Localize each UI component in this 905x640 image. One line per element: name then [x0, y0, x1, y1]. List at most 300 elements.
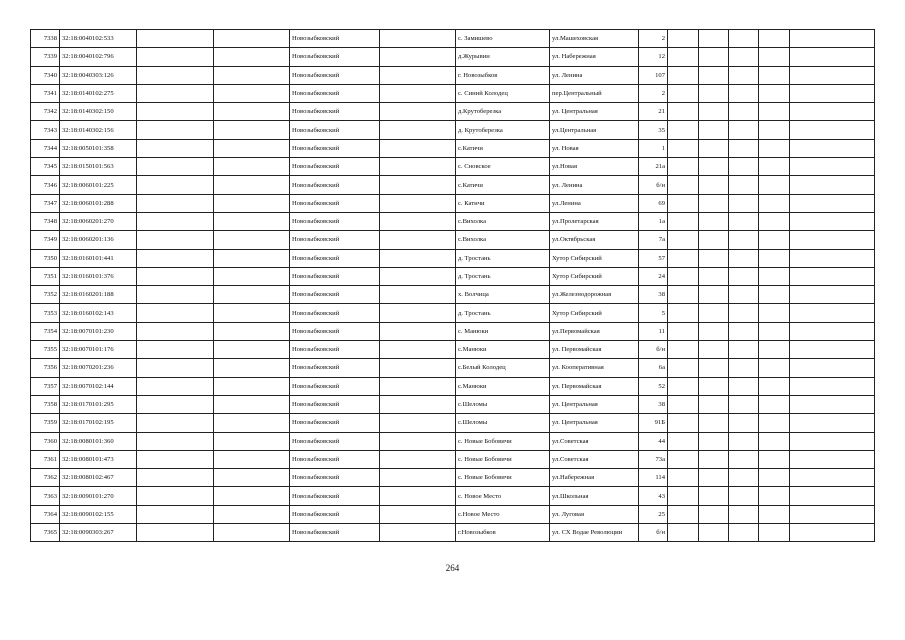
cell-settlement: д.Крутоберезка: [456, 103, 550, 121]
table-row: [31, 66, 875, 84]
cell-empty: [729, 66, 759, 84]
cell-empty: [699, 286, 729, 304]
cell-house-number: 24: [639, 267, 668, 285]
cell-empty: [790, 450, 875, 468]
cell-empty: [729, 212, 759, 230]
cell-empty: [729, 322, 759, 340]
cell-empty: [699, 524, 729, 542]
cell-empty: [137, 395, 214, 413]
cell-empty: [380, 450, 456, 468]
registry-table-body: [31, 30, 875, 542]
cell-empty: [790, 469, 875, 487]
cell-cadastral-number: 32:18:0070101:176: [60, 341, 137, 359]
cell-empty: [214, 267, 290, 285]
cell-district: Новозыбковский: [290, 432, 380, 450]
cell-record-number: 7358: [31, 395, 60, 413]
cell-record-number: 7357: [31, 377, 60, 395]
cell-empty: [699, 249, 729, 267]
cell-empty: [729, 505, 759, 523]
cell-empty: [668, 505, 699, 523]
cell-district: Новозыбковский: [290, 84, 380, 102]
cell-empty: [668, 84, 699, 102]
cell-house-number: 7а: [639, 231, 668, 249]
cell-district: Новозыбковский: [290, 341, 380, 359]
cell-record-number: 7348: [31, 212, 60, 230]
cell-empty: [790, 249, 875, 267]
cell-empty: [380, 249, 456, 267]
cell-record-number: 7356: [31, 359, 60, 377]
cell-settlement: с. Манюки: [456, 322, 550, 340]
cell-empty: [137, 158, 214, 176]
cell-empty: [668, 158, 699, 176]
cell-empty: [668, 48, 699, 66]
cell-empty: [729, 469, 759, 487]
cell-empty: [668, 304, 699, 322]
cell-empty: [759, 30, 790, 48]
cell-cadastral-number: 32:18:0080101:360: [60, 432, 137, 450]
cell-empty: [759, 432, 790, 450]
cell-cadastral-number: 32:18:0090102:155: [60, 505, 137, 523]
cell-empty: [729, 341, 759, 359]
cell-empty: [790, 66, 875, 84]
cell-empty: [380, 48, 456, 66]
cell-district: Новозыбковский: [290, 121, 380, 139]
cell-record-number: 7339: [31, 48, 60, 66]
cell-empty: [137, 286, 214, 304]
cell-cadastral-number: 32:18:0150101:563: [60, 158, 137, 176]
cell-street: Хутор Сибирский: [550, 267, 639, 285]
cell-empty: [729, 524, 759, 542]
cell-house-number: 21: [639, 103, 668, 121]
cell-house-number: 73а: [639, 450, 668, 468]
cell-settlement: с.Вихолка: [456, 231, 550, 249]
cell-cadastral-number: 32:18:0090101:270: [60, 487, 137, 505]
cell-empty: [729, 103, 759, 121]
cell-empty: [214, 395, 290, 413]
cell-empty: [729, 48, 759, 66]
cell-empty: [729, 377, 759, 395]
cell-district: Новозыбковский: [290, 212, 380, 230]
cell-empty: [668, 395, 699, 413]
cell-district: Новозыбковский: [290, 66, 380, 84]
cell-street: ул.Железнодорожная: [550, 286, 639, 304]
cell-empty: [137, 30, 214, 48]
cell-street: ул. Центральная: [550, 103, 639, 121]
table-row: [31, 322, 875, 340]
cell-record-number: 7340: [31, 66, 60, 84]
cell-settlement: д. Тростань: [456, 249, 550, 267]
cell-street: ул.Набережная: [550, 469, 639, 487]
cell-empty: [214, 377, 290, 395]
cell-empty: [729, 158, 759, 176]
cell-empty: [137, 377, 214, 395]
cell-empty: [668, 267, 699, 285]
cell-empty: [214, 469, 290, 487]
cell-empty: [137, 84, 214, 102]
cell-street: ул. Центральная: [550, 414, 639, 432]
cell-house-number: 11: [639, 322, 668, 340]
cell-empty: [790, 194, 875, 212]
cell-empty: [380, 395, 456, 413]
cell-empty: [759, 322, 790, 340]
cell-empty: [214, 176, 290, 194]
cell-district: Новозыбковский: [290, 414, 380, 432]
cell-empty: [699, 395, 729, 413]
cell-empty: [699, 66, 729, 84]
cell-empty: [137, 139, 214, 157]
cell-empty: [214, 249, 290, 267]
cell-empty: [729, 176, 759, 194]
table-row: [31, 267, 875, 285]
cell-district: Новозыбковский: [290, 249, 380, 267]
cell-cadastral-number: 32:18:0160101:441: [60, 249, 137, 267]
cell-cadastral-number: 32:18:0040303:126: [60, 66, 137, 84]
cell-house-number: 2: [639, 84, 668, 102]
cell-cadastral-number: 32:18:0060201:270: [60, 212, 137, 230]
cell-record-number: 7351: [31, 267, 60, 285]
cell-empty: [729, 487, 759, 505]
table-row: [31, 48, 875, 66]
cell-empty: [380, 30, 456, 48]
cell-empty: [137, 469, 214, 487]
cell-empty: [699, 341, 729, 359]
cell-street: ул. Первомайская: [550, 341, 639, 359]
cell-house-number: 52: [639, 377, 668, 395]
cell-empty: [137, 322, 214, 340]
cell-record-number: 7347: [31, 194, 60, 212]
cell-settlement: с. Новое Место: [456, 487, 550, 505]
cell-cadastral-number: 32:18:0050101:358: [60, 139, 137, 157]
cell-empty: [668, 121, 699, 139]
cell-empty: [759, 487, 790, 505]
cell-empty: [790, 103, 875, 121]
cell-empty: [137, 505, 214, 523]
cell-street: ул.Первомайская: [550, 322, 639, 340]
cell-empty: [790, 212, 875, 230]
cell-empty: [729, 249, 759, 267]
cell-street: ул.Ленина: [550, 194, 639, 212]
cell-empty: [214, 84, 290, 102]
registry-sheet: [30, 29, 875, 542]
cell-empty: [790, 286, 875, 304]
cell-street: ул.Машеховская: [550, 30, 639, 48]
cell-empty: [214, 121, 290, 139]
cell-empty: [668, 249, 699, 267]
cell-record-number: 7365: [31, 524, 60, 542]
cell-empty: [214, 450, 290, 468]
cell-district: Новозыбковский: [290, 267, 380, 285]
cell-empty: [380, 267, 456, 285]
cell-street: ул. Новая: [550, 139, 639, 157]
cell-house-number: б/н: [639, 176, 668, 194]
cell-house-number: 1: [639, 139, 668, 157]
cell-empty: [668, 524, 699, 542]
cell-empty: [699, 432, 729, 450]
cell-settlement: с.Шеломы: [456, 395, 550, 413]
cell-cadastral-number: 32:18:0070102:144: [60, 377, 137, 395]
cell-empty: [759, 66, 790, 84]
cell-empty: [668, 231, 699, 249]
cell-empty: [380, 487, 456, 505]
cell-empty: [790, 432, 875, 450]
cell-empty: [729, 231, 759, 249]
table-row: [31, 84, 875, 102]
cell-house-number: 69: [639, 194, 668, 212]
cell-empty: [790, 48, 875, 66]
cell-empty: [214, 524, 290, 542]
cell-cadastral-number: 32:18:0140302:150: [60, 103, 137, 121]
cell-cadastral-number: 32:18:0090303:267: [60, 524, 137, 542]
cell-settlement: с.Белый Колодец: [456, 359, 550, 377]
cell-empty: [729, 359, 759, 377]
table-row: [31, 176, 875, 194]
cell-empty: [137, 414, 214, 432]
cell-empty: [790, 139, 875, 157]
cell-empty: [380, 139, 456, 157]
cell-empty: [729, 139, 759, 157]
cell-empty: [729, 267, 759, 285]
cell-empty: [214, 66, 290, 84]
cell-empty: [759, 176, 790, 194]
cell-street: ул. Ленина: [550, 176, 639, 194]
cell-empty: [699, 30, 729, 48]
table-row: [31, 286, 875, 304]
cell-empty: [380, 414, 456, 432]
cell-empty: [137, 231, 214, 249]
cell-street: ул. Луговая: [550, 505, 639, 523]
cell-empty: [668, 341, 699, 359]
cell-empty: [380, 158, 456, 176]
cell-cadastral-number: 32:18:0160201:188: [60, 286, 137, 304]
page-number: 264: [445, 563, 460, 573]
cell-house-number: 114: [639, 469, 668, 487]
cell-cadastral-number: 32:18:0140302:156: [60, 121, 137, 139]
cell-empty: [790, 414, 875, 432]
cell-record-number: 7364: [31, 505, 60, 523]
cell-empty: [214, 505, 290, 523]
cell-street: ул.Советская: [550, 450, 639, 468]
cell-empty: [699, 359, 729, 377]
cell-street: пер.Центральный: [550, 84, 639, 102]
cell-street: ул.Октябрьская: [550, 231, 639, 249]
cell-record-number: 7361: [31, 450, 60, 468]
table-row: [31, 158, 875, 176]
cell-cadastral-number: 32:18:0060101:225: [60, 176, 137, 194]
cell-empty: [729, 414, 759, 432]
cell-empty: [790, 395, 875, 413]
cell-district: Новозыбковский: [290, 103, 380, 121]
cell-empty: [137, 432, 214, 450]
cell-empty: [668, 414, 699, 432]
cell-empty: [759, 84, 790, 102]
cell-street: ул.Пролетарская: [550, 212, 639, 230]
cell-settlement: с.Новое Место: [456, 505, 550, 523]
cell-empty: [790, 231, 875, 249]
cell-empty: [790, 359, 875, 377]
cell-empty: [137, 249, 214, 267]
cell-settlement: с. Катичи: [456, 194, 550, 212]
cell-house-number: 2: [639, 30, 668, 48]
table-row: [31, 414, 875, 432]
cell-record-number: 7338: [31, 30, 60, 48]
cell-district: Новозыбковский: [290, 469, 380, 487]
table-row: [31, 432, 875, 450]
cell-settlement: с. Новые Бобовичи: [456, 469, 550, 487]
cell-empty: [759, 414, 790, 432]
cell-empty: [137, 103, 214, 121]
cell-empty: [699, 176, 729, 194]
table-row: [31, 377, 875, 395]
cell-district: Новозыбковский: [290, 30, 380, 48]
cell-settlement: с.Вихолка: [456, 212, 550, 230]
cell-empty: [668, 487, 699, 505]
cell-empty: [729, 84, 759, 102]
cell-empty: [759, 103, 790, 121]
cell-empty: [137, 524, 214, 542]
cell-empty: [668, 432, 699, 450]
cell-district: Новозыбковский: [290, 377, 380, 395]
table-row: [31, 304, 875, 322]
cell-empty: [380, 103, 456, 121]
cell-cadastral-number: 32:18:0040102:796: [60, 48, 137, 66]
table-row: [31, 231, 875, 249]
cell-empty: [380, 194, 456, 212]
cell-record-number: 7346: [31, 176, 60, 194]
cell-empty: [729, 30, 759, 48]
cell-house-number: 38: [639, 286, 668, 304]
cell-district: Новозыбковский: [290, 524, 380, 542]
cell-cadastral-number: 32:18:0040102:533: [60, 30, 137, 48]
table-row: [31, 450, 875, 468]
cell-house-number: 35: [639, 121, 668, 139]
cell-empty: [699, 103, 729, 121]
cell-street: ул. Ленина: [550, 66, 639, 84]
cell-cadastral-number: 32:18:0170102:195: [60, 414, 137, 432]
cell-empty: [699, 139, 729, 157]
cell-empty: [729, 432, 759, 450]
cell-empty: [214, 48, 290, 66]
cell-record-number: 7352: [31, 286, 60, 304]
cell-empty: [214, 487, 290, 505]
cell-empty: [380, 469, 456, 487]
cell-empty: [214, 158, 290, 176]
cell-settlement: д. Крутоберезка: [456, 121, 550, 139]
cell-empty: [699, 414, 729, 432]
cell-empty: [214, 103, 290, 121]
cell-empty: [790, 158, 875, 176]
cell-record-number: 7345: [31, 158, 60, 176]
cell-empty: [790, 84, 875, 102]
cell-house-number: 12: [639, 48, 668, 66]
cell-empty: [380, 286, 456, 304]
cell-house-number: б/н: [639, 524, 668, 542]
cell-empty: [759, 395, 790, 413]
cell-settlement: с. Новые Бобовичи: [456, 450, 550, 468]
cell-empty: [137, 176, 214, 194]
cell-house-number: 91Б: [639, 414, 668, 432]
cell-district: Новозыбковский: [290, 359, 380, 377]
cell-empty: [699, 231, 729, 249]
cell-empty: [759, 359, 790, 377]
cell-empty: [790, 377, 875, 395]
table-row: [31, 30, 875, 48]
cell-street: ул.Советская: [550, 432, 639, 450]
cell-empty: [668, 30, 699, 48]
cell-district: Новозыбковский: [290, 304, 380, 322]
cell-street: ул. Кооперативная: [550, 359, 639, 377]
table-row: [31, 103, 875, 121]
cell-settlement: с.Манюки: [456, 341, 550, 359]
cell-cadastral-number: 32:18:0080101:473: [60, 450, 137, 468]
cell-empty: [668, 450, 699, 468]
cell-house-number: 57: [639, 249, 668, 267]
cell-empty: [380, 66, 456, 84]
cell-empty: [214, 194, 290, 212]
cell-empty: [380, 524, 456, 542]
cell-street: ул. Первомайская: [550, 377, 639, 395]
cell-empty: [699, 304, 729, 322]
cell-empty: [759, 158, 790, 176]
table-row: [31, 249, 875, 267]
cell-empty: [380, 231, 456, 249]
cell-settlement: д. Тростань: [456, 304, 550, 322]
cell-empty: [699, 267, 729, 285]
cell-empty: [137, 487, 214, 505]
cell-empty: [790, 487, 875, 505]
cell-empty: [668, 469, 699, 487]
cell-record-number: 7342: [31, 103, 60, 121]
cell-empty: [759, 505, 790, 523]
cell-cadastral-number: 32:18:0160101:376: [60, 267, 137, 285]
cell-empty: [668, 139, 699, 157]
cell-street: ул. СХ Водае Революции: [550, 524, 639, 542]
cell-empty: [790, 322, 875, 340]
cell-empty: [759, 304, 790, 322]
cell-district: Новозыбковский: [290, 505, 380, 523]
cell-street: Хутор Сибирский: [550, 249, 639, 267]
cell-empty: [759, 121, 790, 139]
cell-cadastral-number: 32:18:0160102:143: [60, 304, 137, 322]
cell-street: ул.Центральная: [550, 121, 639, 139]
cell-empty: [729, 286, 759, 304]
cell-empty: [137, 194, 214, 212]
cell-empty: [668, 176, 699, 194]
cell-empty: [759, 524, 790, 542]
cell-record-number: 7343: [31, 121, 60, 139]
cell-empty: [137, 359, 214, 377]
cell-house-number: 107: [639, 66, 668, 84]
cell-house-number: 5: [639, 304, 668, 322]
cell-settlement: д.Журывин: [456, 48, 550, 66]
table-row: [31, 341, 875, 359]
cell-empty: [214, 139, 290, 157]
cell-empty: [380, 121, 456, 139]
cell-empty: [214, 341, 290, 359]
cell-settlement: с.Манюки: [456, 377, 550, 395]
cell-empty: [380, 377, 456, 395]
cell-settlement: с.Шеломы: [456, 414, 550, 432]
cell-house-number: 44: [639, 432, 668, 450]
cell-empty: [699, 505, 729, 523]
cell-district: Новозыбковский: [290, 286, 380, 304]
cell-empty: [790, 176, 875, 194]
cell-district: Новозыбковский: [290, 450, 380, 468]
cell-empty: [759, 469, 790, 487]
cell-empty: [214, 432, 290, 450]
cell-empty: [699, 212, 729, 230]
cell-empty: [759, 450, 790, 468]
cell-district: Новозыбковский: [290, 158, 380, 176]
